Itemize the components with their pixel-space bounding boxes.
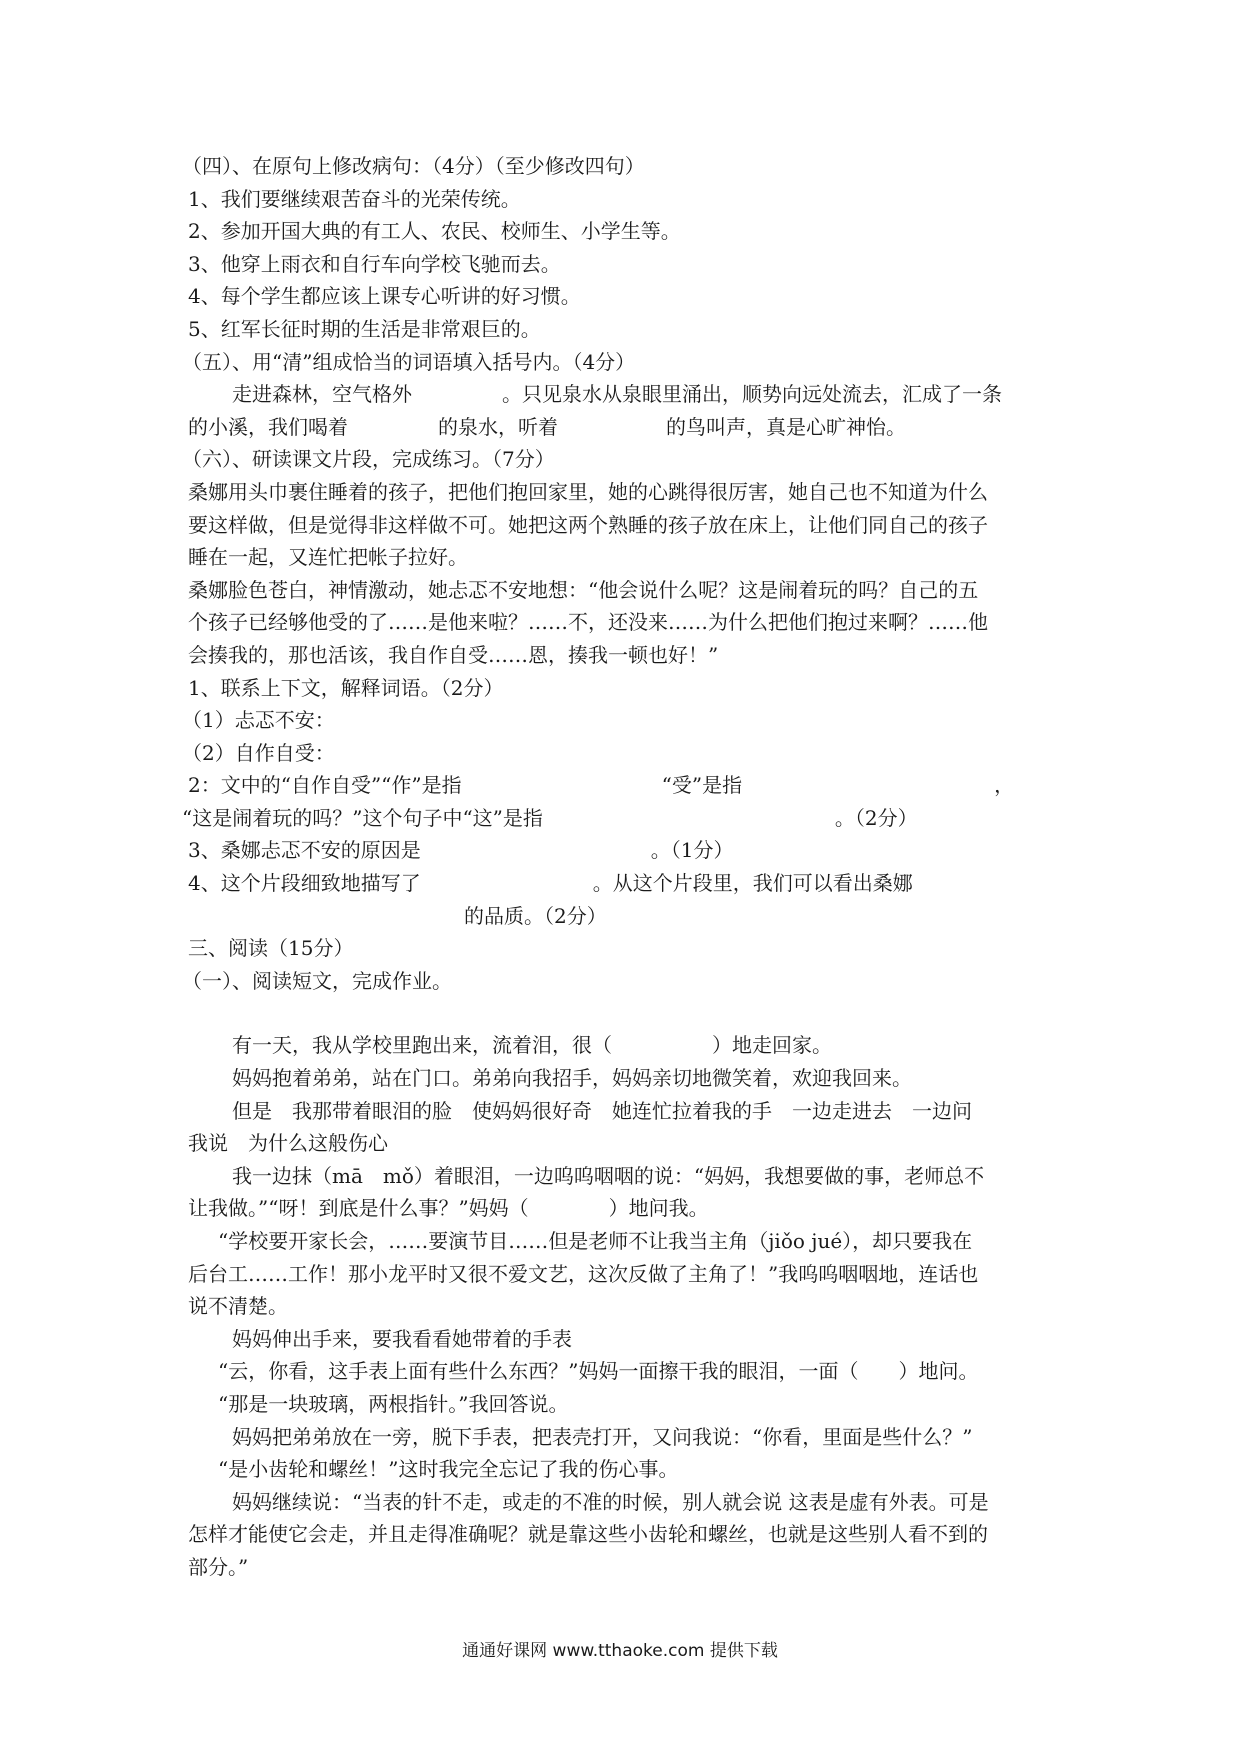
spacer: [188, 997, 1068, 1029]
reading-line: 我说 为什么这般伤心: [188, 1131, 388, 1156]
document-body: [182, 150, 1068, 1584]
question-2-cont: [182, 802, 1068, 835]
reading-line: 但是 我那带着眼泪的脸 使妈妈很好奇 她连忙拉着我的手 一边走进去 一边问: [232, 1098, 972, 1123]
fill-blank: [558, 442, 666, 443]
reading-line: 部分。”: [188, 1554, 249, 1579]
reading-line: 怎样才能使它会走，并且走得准确呢？就是靠这些小齿轮和螺丝，也就是这些别人看不到的: [188, 1522, 988, 1547]
question-1: 1、联系上下文，解释词语。（2分）: [188, 675, 504, 700]
question-2: [188, 769, 1068, 802]
q3-text-b: 。（1分）: [650, 838, 734, 863]
part-3-title: 三、阅读（15分）: [188, 936, 354, 961]
q2-text-d: “这是闹着玩的吗？”这个句子中“这”是指: [182, 805, 543, 830]
q3-text-a: 3、桑娜忐忑不安的原因是: [188, 838, 421, 863]
reading-line: 妈妈继续说：“当表的针不走，或走的不准的时候，别人就会说 这表是虚有外表。可是: [232, 1489, 989, 1514]
question-4-cont: 的品质。（2分）: [464, 903, 607, 928]
question-1-a: （1）忐忑不安：: [182, 708, 335, 733]
part-3-subtitle: （一）、阅读短文，完成作业。: [182, 968, 452, 993]
passage-line: 要这样做，但是觉得非这样做不可。她把这两个熟睡的孩子放在床上，让他们同自己的孩子: [188, 512, 988, 537]
reading-line: 妈妈把弟弟放在一旁，脱下手表，把表壳打开，又问我说：“你看，里面是些什么？”: [232, 1424, 973, 1449]
sec5-text-c: 的小溪，我们喝着: [188, 414, 348, 439]
reading-line: 说不清楚。: [188, 1294, 288, 1319]
q2-text-c: ，: [994, 773, 1015, 798]
reading-line: “学校要开家长会，……要演节目……但是老师不让我当主角（jiǒo jué），却只要我在: [218, 1229, 973, 1253]
section-6-title: （六）、研读课文片段，完成练习。（7分）: [182, 447, 555, 472]
question-3: [188, 834, 1068, 867]
sec5-text-a: 走进森林，空气格外: [232, 382, 412, 407]
sec4-item-2: 2、参加开国大典的有工人、农民、校师生、小学生等。: [188, 219, 681, 244]
footer-credit: 通通好课网 www.tthaoke.com 提供下载: [462, 1641, 778, 1661]
passage-line: 睡在一起，又连忙把帐子拉好。: [188, 545, 468, 570]
reading-line: 有一天，我从学校里跑出来，流着泪，很（ ）地走回家。: [232, 1033, 832, 1058]
q4-text-a: 4、这个片段细致地描写了: [188, 871, 421, 896]
section-5-title: （五）、用“清”组成恰当的词语填入括号内。（4分）: [182, 349, 636, 374]
reading-line: 我一边抹（mā mǒ）着眼泪，一边呜呜咽咽的说：“妈妈，我想要做的事，老师总不: [232, 1163, 985, 1188]
passage-line: 桑娜用头巾裹住睡着的孩子，把他们抱回家里，她的心跳得很厉害，她自己也不知道为什么: [188, 479, 988, 504]
reading-line: “云，你看，这手表上面有些什么东西？”妈妈一面擦干我的眼泪，一面（ ）地问。: [218, 1359, 979, 1384]
sec4-item-3: 3、他穿上雨衣和自行车向学校飞驰而去。: [188, 251, 561, 276]
reading-line: 妈妈伸出手来，要我看看她带着的手表: [232, 1326, 572, 1351]
q2-text-e: 。（2分）: [834, 805, 918, 830]
reading-line: 后台工……工作！那小龙平时又很不爱文艺，这次反做了主角了！”我呜呜咽咽地，连话也: [188, 1261, 979, 1286]
reading-line: “那是一块玻璃，两根指针。”我回答说。: [218, 1391, 569, 1416]
reading-line: 让我做。”“呀！到底是什么事？”妈妈（ ）地问我。: [188, 1196, 709, 1221]
sec4-item-4: 4、每个学生都应该上课专心听讲的好习惯。: [188, 284, 581, 309]
q2-text-a: 2：文中的“自作自受”“作”是指: [188, 773, 462, 798]
sec5-line-2: [188, 411, 1068, 444]
sec5-text-b: 。只见泉水从泉眼里涌出，顺势向远处流去，汇成了一条: [502, 382, 1002, 407]
sec5-line-1: [188, 378, 1068, 411]
sec4-item-5: 5、红军长征时期的生活是非常艰巨的。: [188, 316, 541, 341]
question-4: [188, 867, 1068, 900]
section-4-title: （四）、在原句上修改病句：（4分）（至少修改四句）: [182, 154, 645, 178]
sec4-item-1: 1、我们要继续艰苦奋斗的光荣传统。: [188, 186, 521, 211]
passage-line: 桑娜脸色苍白，神情激动，她忐忑不安地想：“他会说什么呢？这是闹着玩的吗？自己的五: [188, 577, 979, 602]
passage-line: 个孩子已经够他受的了……是他来啦？……不，还没来……为什么把他们抱过来啊？……他: [188, 610, 988, 635]
sec5-text-d: 的泉水，听着: [438, 414, 558, 439]
sec5-text-e: 的鸟叫声，真是心旷神怡。: [666, 414, 906, 439]
reading-line: 妈妈抱着弟弟，站在门口。弟弟向我招手，妈妈亲切地微笑着，欢迎我回来。: [232, 1066, 912, 1091]
passage-line: 会揍我的，那也活该，我自作自受……恩，揍我一顿也好！”: [188, 642, 719, 667]
reading-line: “是小齿轮和螺丝！”这时我完全忘记了我的伤心事。: [218, 1457, 679, 1482]
q2-text-b: “受”是指: [661, 773, 743, 798]
q4-text-b: 。从这个片段里，我们可以看出桑娜: [592, 871, 913, 896]
question-1-b: （2）自作自受：: [182, 740, 335, 765]
